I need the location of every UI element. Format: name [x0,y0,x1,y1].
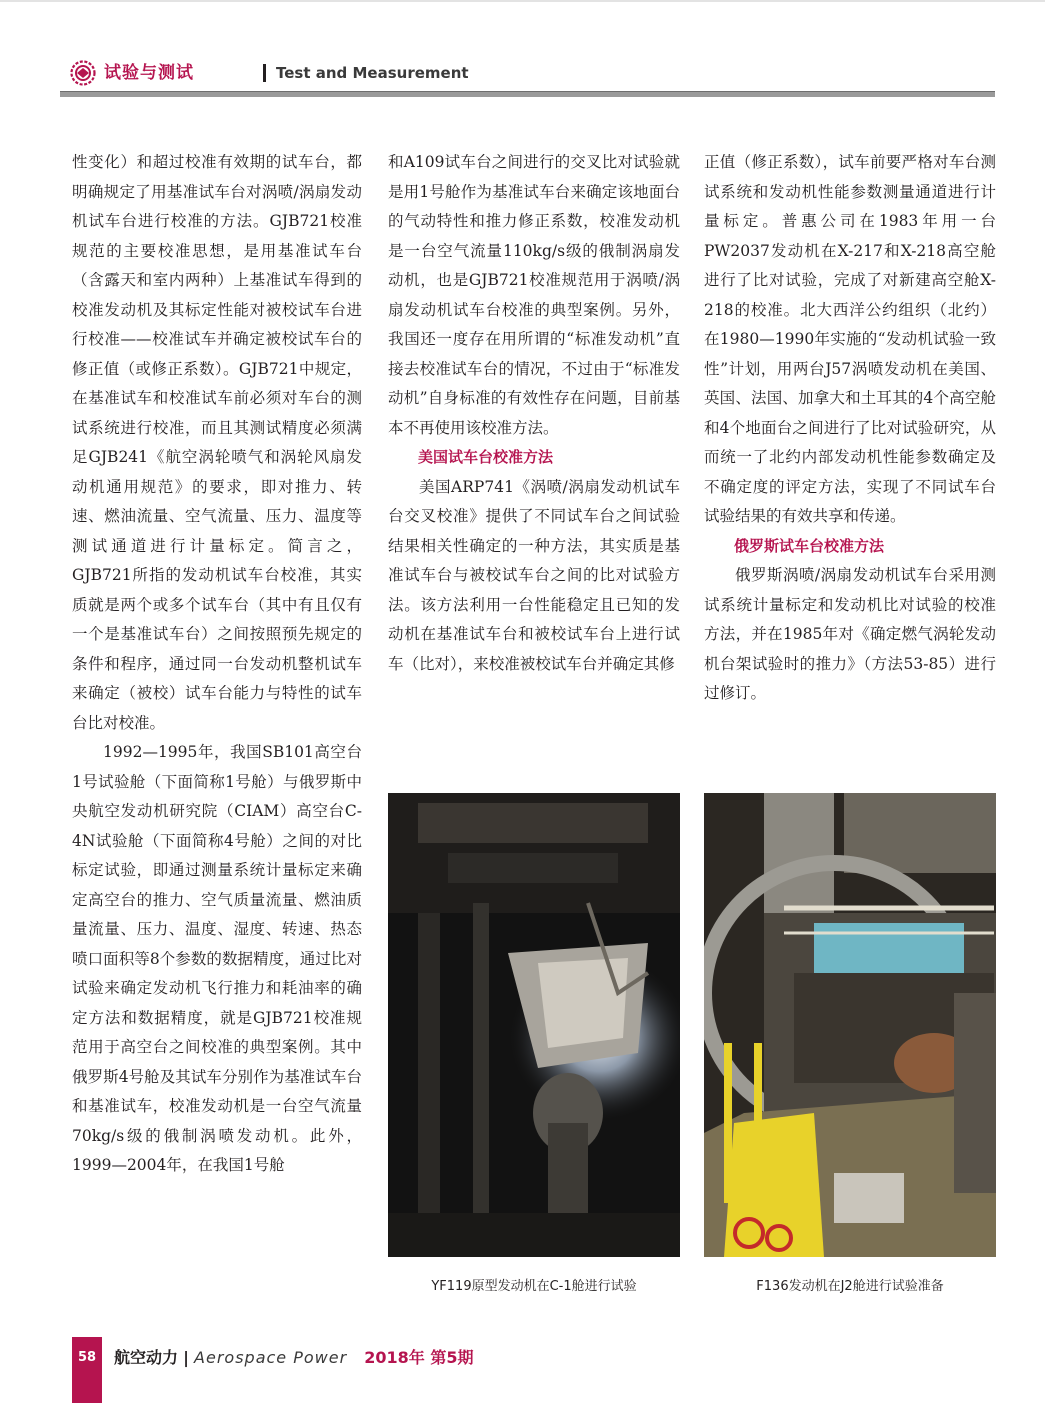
paragraph: 俄罗斯涡喷/涡扇发动机试车台采用测试系统计量标定和发动机比对试验的校准方法，并在1985年对《确定燃气涡轮发动机台架试验时的推力》（方法53-85）进行过修订。 [704,566,996,702]
section-title-cn: 试验与测试 [104,63,194,83]
journal-name-en: Aerospace Power [194,1348,348,1367]
photo-f136-engine-prep [704,793,996,1257]
paragraph: 和A109试车台之间进行的交叉比对试验就是用1号舱作为基准试车台来确定该地面台的气动特性和推力修正系数，校准发动机是一台空气流量110kg/s级的俄制涡扇发动机，也是GJB721校准规范用于涡喷/涡扇发动机试车台校准的典型案例。另外，我国还一度存在用所谓的“标准发动机”直接去校准试车台的情况，不过由于“标准发动机”自身标准的有效性存在问题，目前基本不再使用该校准方法。 [388,153,680,437]
section-heading-us: 美国试车台校准方法 [418,448,554,466]
page-number: 58 [77,1350,97,1365]
journal-separator: | [183,1348,189,1367]
top-edge-line [0,0,1045,2]
paragraph: 美国ARP741《涡喷/涡扇发动机试车台交叉校准》提供了不同试车台之间试验结果相关性确定的一种方法，其实质是基准试车台与被校试车台之间的比对试验方法。该方法利用一台性能稳定且已知的发动机在基准试车台和被校试车台上进行试车（比对），来校准被校试车台并确定其修 [388,477,680,673]
journal-name-cn: 航空动力 [114,1348,179,1367]
header-rule [60,92,995,97]
text-column-1 [72,148,362,1181]
journal-footer [114,1347,474,1369]
photo-yf119-engine-test [388,793,680,1257]
paragraph: 1992—1995年，我国SB101高空台1号试验舱（下面简称1号舱）与俄罗斯中央航空发动机研究院（CIAM）高空台C-4N试验舱（下面简称4号舱）之间的对比标定试验，即通过测量系统计量标定来确定高空台的推力、空气质量流量、燃油质量流量、压力、温度、湿度、转速、热态喷口面积等8个参数的数据精度，通过比对试验来确定发动机飞行推力和耗油率的确定方法和数据精度，就是GJB721校准规范用于高空台之间校准的典型案例。其中俄罗斯4号舱及其试车分别作为基准试车台和基准试车，校准发动机是一台空气流量70kg/s级的俄制涡喷发动机。此外，1999—2004年，在我国1号舱 [72,743,362,1174]
page-header [60,56,995,100]
photo-caption-2: F136发动机在J2舱进行试验准备 [756,1279,944,1294]
text-column-3 [704,148,996,709]
paragraph: 性变化）和超过校准有效期的试车台，都明确规定了用基准试车台对涡喷/涡扇发动机试车台进行校准的方法。GJB721校准规范的主要校准思想，是用基准试车台（含露天和室内两种）上基准试车得到的校准发动机及其标定性能对被校试车台进行校准——校准试车并确定被校试车台的修正值（或修正系数）。GJB721中规定，在基准试车和校准试车前必须对车台的测试系统进行校准，而且其测试精度必须满足GJB241《航空涡轮喷气和涡轮风扇发动机通用规范》的要求，即对推力、转速、燃油流量、空气流量、压力、温度等测试通道进行计量标定。简言之，GJB721所指的发动机试车台校准，其实质就是两个或多个试车台（其中有且仅有一个是基准试车台）之间按照预先规定的条件和程序，通过同一台发动机整机试车来确定（被校）试车台能力与特性的试车台比对校准。 [72,153,362,732]
header-separator [263,64,266,82]
paragraph: 正值（修正系数），试车前要严格对车台测试系统和发动机性能参数测量通道进行计量标定。普惠公司在1983年用一台PW2037发动机在X-217和X-218高空舱进行了比对试验，完成了对新建高空舱X-218的校准。北大西洋公约组织（北约）在1980—1990年实施的“发动机试验一致性”计划，用两台J57涡喷发动机在美国、英国、法国、加拿大和土耳其的4个高空舱和4个地面台之间进行了比对试验研究，从而统一了北约内部发动机性能参数确定及不确定度的评定方法，实现了不同试车台试验结果的有效共享和传递。 [704,153,996,525]
journal-logo-icon [70,60,96,86]
section-heading-russia: 俄罗斯试车台校准方法 [734,536,885,555]
text-column-2 [388,148,680,679]
photo-caption-1: YF119原型发动机在C-1舱进行试验 [431,1279,637,1294]
journal-issue: 2018年 第5期 [364,1348,474,1367]
footer-page-tab [72,1337,102,1403]
section-title-en: Test and Measurement [276,64,469,82]
